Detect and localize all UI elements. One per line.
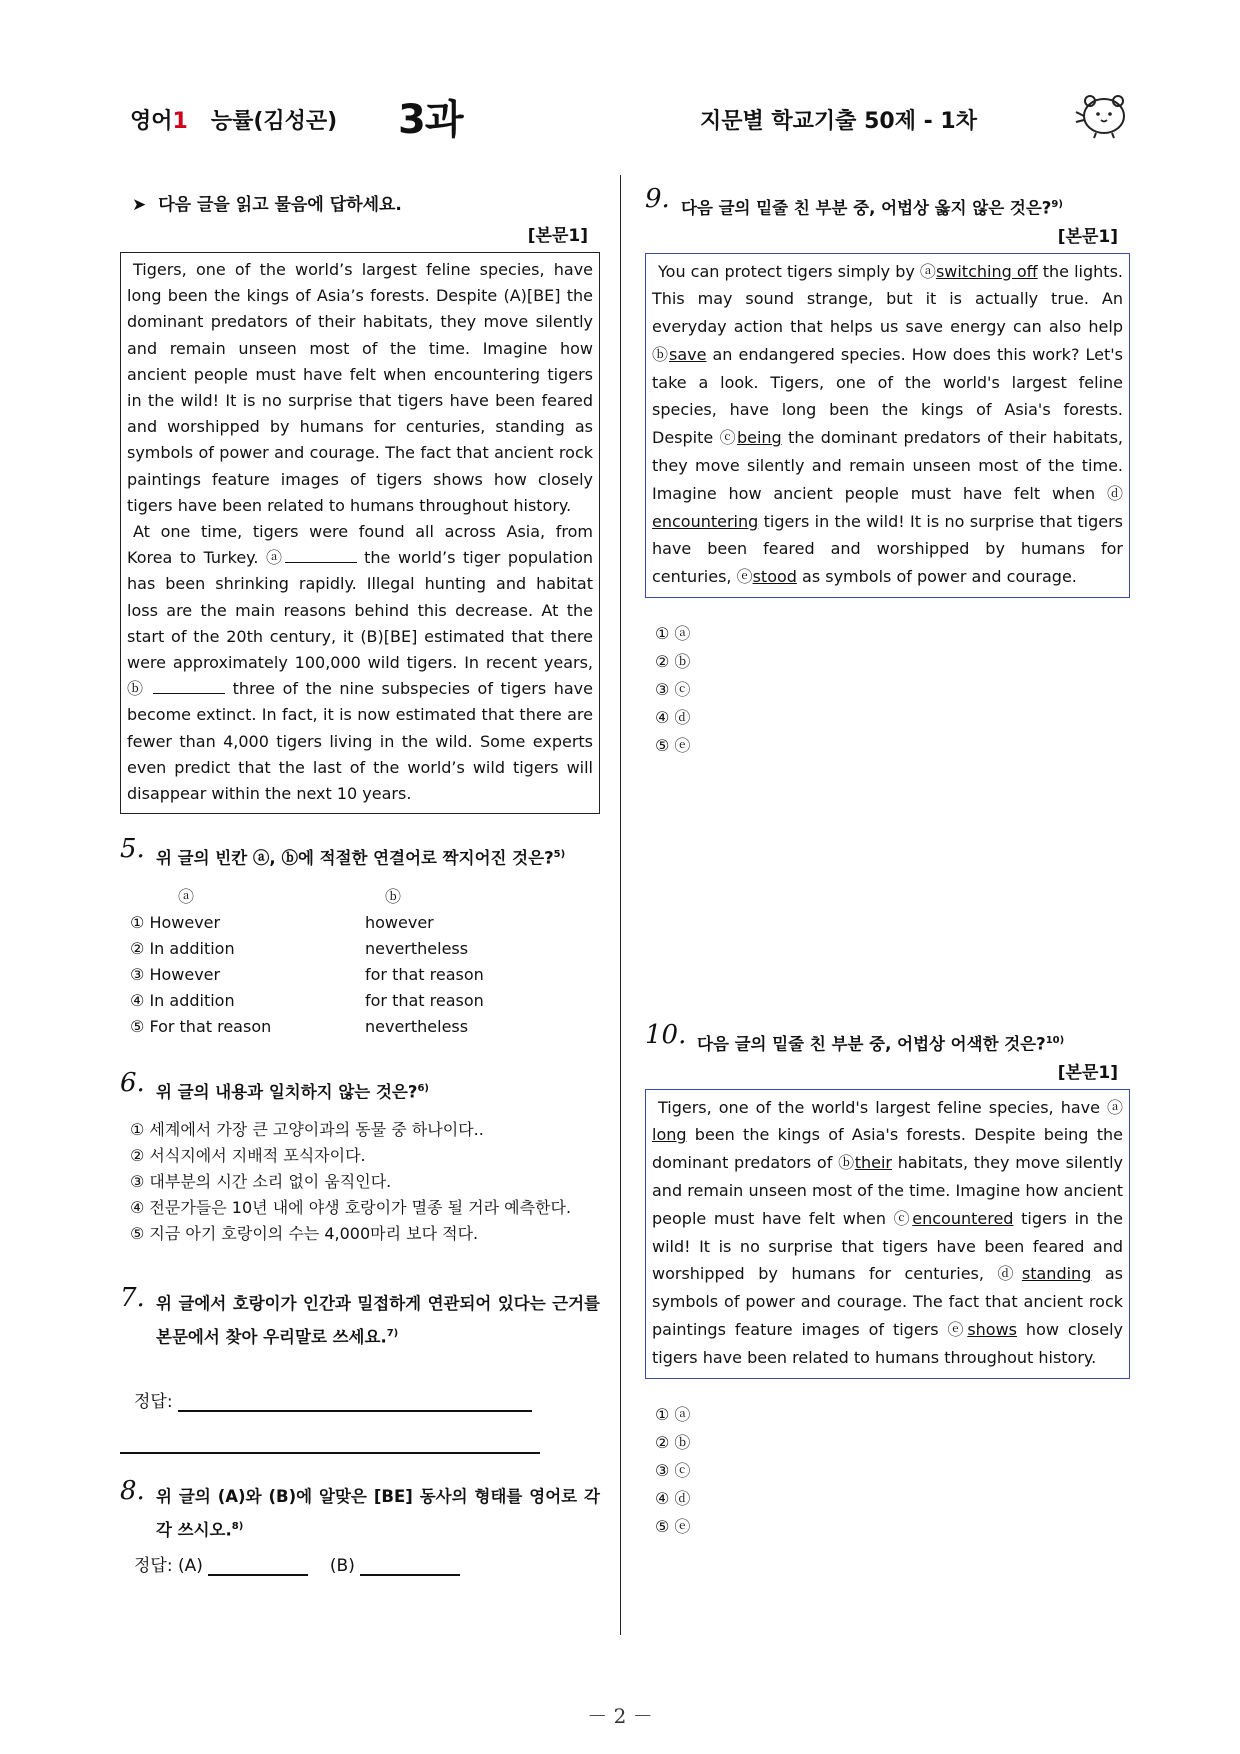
- question-stem: 위 글의 빈칸 ⓐ, ⓑ에 적절한 연결어로 짝지어진 것은?$^{5)}$: [156, 848, 566, 868]
- underline-b: save: [668, 344, 707, 364]
- question-number: 9.: [645, 184, 670, 214]
- q10-choices: [655, 1401, 1130, 1541]
- question-6: [120, 1067, 600, 1108]
- passage-paragraph-2: At one time, tigers were found all across Asia, from Korea to Turkey. ⓐ the world’s tiger population has been shrinking rapidly. Illegal hunting and habitat loss are the main reasons behind this decrease. At the start of the 20th century, it (B)[BE] estimated that there were approximately 100,000 wild tigers. In recent years, ⓑ three of the nine subspecies of tigers have become extinct. In fact, it is now estimated that there are fewer than 4,000 tigers living in the wild. Some experts even predict that the last of the world’s wild tigers will disappear within the next 10 years.: [127, 522, 594, 804]
- choice-5[interactable]: ⑤ ⓔ: [655, 736, 691, 756]
- passage-tag: [본문1]: [1057, 226, 1118, 247]
- underline-c: encountered: [912, 1208, 1014, 1228]
- publisher-label: 능률(김성곤): [210, 109, 338, 134]
- q8-answer-a[interactable]: [208, 1558, 308, 1576]
- choice-5[interactable]: ⑤ ⓔ: [655, 1516, 691, 1536]
- underline-e: shows: [967, 1319, 1018, 1339]
- q7-answer-row: 정답:: [134, 1387, 600, 1412]
- blank-b: [153, 678, 225, 694]
- lesson-label: 3과: [398, 97, 463, 143]
- underline-d: standing: [1021, 1264, 1092, 1284]
- question-stem: 위 글의 내용과 일치하지 않는 것은?$^{6)}$: [156, 1082, 429, 1102]
- underline-c: being: [736, 428, 782, 448]
- choice-1[interactable]: ① ⓐ: [655, 1404, 691, 1424]
- instruction: ➤ 다음 글을 읽고 물음에 답하세요.: [132, 195, 402, 215]
- question-5: [120, 834, 600, 874]
- reading-passage: [120, 252, 600, 814]
- question-7: [120, 1283, 600, 1353]
- q6-choices: [130, 1117, 600, 1247]
- q5-choices: [130, 884, 600, 1040]
- question-number: 7.: [120, 1283, 145, 1314]
- choice-3[interactable]: ③ 대부분의 시간 소리 없이 움직인다.: [130, 1172, 392, 1192]
- page-number: － 2 －: [587, 1704, 653, 1728]
- q7-answer-field-2[interactable]: [120, 1452, 540, 1454]
- choice-2[interactable]: ② ⓑ: [655, 652, 691, 672]
- left-column: [120, 190, 600, 1576]
- underline-b: their: [854, 1153, 892, 1173]
- underline-a: switching off: [935, 261, 1038, 281]
- choice-header: ⓐ ⓑ: [178, 886, 402, 906]
- bear-mascot-icon: [1072, 90, 1130, 140]
- choice-3[interactable]: ③ However for that reason: [130, 964, 484, 984]
- right-column: [645, 184, 1130, 1541]
- choice-2[interactable]: ② In addition nevertheless: [130, 938, 469, 958]
- choice-1[interactable]: ① However however: [130, 912, 434, 932]
- underline-a: long: [652, 1125, 687, 1145]
- question-8: [120, 1475, 600, 1546]
- choice-3[interactable]: ③ ⓒ: [655, 1460, 691, 1480]
- choice-4[interactable]: ④ ⓓ: [655, 1488, 691, 1508]
- choice-5[interactable]: ⑤ For that reason nevertheless: [130, 1016, 469, 1036]
- question-stem: 위 글에서 호랑이가 인간과 밀접하게 연관되어 있다는 근거를 본문에서 찾아 우리말로 쓰세요.$^{7)}$: [156, 1294, 600, 1347]
- worksheet-title: 지문별 학교기출 50제 - 1차: [700, 109, 977, 134]
- question-stem: 다음 글의 밑줄 친 부분 중, 어법상 옳지 않은 것은?$^{9)}$: [681, 198, 1063, 218]
- passage-tag: [본문1]: [1057, 1062, 1118, 1083]
- choice-1[interactable]: ① 세계에서 가장 큰 고양이과의 동물 중 하나이다..: [130, 1120, 484, 1140]
- q7-answer-field[interactable]: [178, 1394, 532, 1412]
- question-number: 10.: [645, 1020, 687, 1051]
- subject-label: 영어1 능률(김성곤): [130, 109, 338, 134]
- choice-1[interactable]: ① ⓐ: [655, 624, 691, 644]
- q8-answer-row: 정답: (A) (B): [134, 1551, 600, 1576]
- question-stem: 다음 글의 밑줄 친 부분 중, 어법상 어색한 것은?$^{10)}$: [697, 1034, 1065, 1054]
- q9-choices: [655, 620, 1130, 760]
- passage-paragraph-1: Tigers, one of the world’s largest feline species, have long been the kings of Asia’s forests. Despite (A)[BE] the dominant predators of their habitats, they move silently and remain unseen most of the time. Imagine how ancient people must have felt when encountering tigers in the wild! It is no surprise that tigers have been feared and worshipped by humans for centuries, standing as symbols of power and courage. The fact that ancient rock paintings feature images of tigers shows how closely tigers have been related to humans throughout history.: [127, 260, 593, 515]
- question-number: 6.: [120, 1067, 145, 1098]
- passage-tag: [본문1]: [527, 226, 588, 246]
- q8-answer-b[interactable]: [360, 1558, 460, 1576]
- choice-4[interactable]: ④ 전문가들은 10년 내에 야생 호랑이가 멸종 될 거라 예측한다.: [130, 1198, 572, 1218]
- arrow-icon: ➤: [132, 195, 147, 215]
- choice-5[interactable]: ⑤ 지금 아기 호랑이의 수는 4,000마리 보다 적다.: [130, 1224, 479, 1244]
- question-stem: 위 글의 (A)와 (B)에 알맞은 [BE] 동사의 형태를 영어로 각각 쓰시오.$^{8)}$: [156, 1486, 600, 1540]
- q10-passage: Tigers, one of the world's largest feline species, have ⓐ long been the kings of Asia's forests. Despite being the dominant predators of ⓑtheir habitats, they move silently and remain unseen most of the time. Imagine how ancient people must have felt when ⓒencountered tigers in the wild! It is no surprise that tigers have been feared and worshipped by humans for centuries, ⓓstanding as symbols of power and courage. The fact that ancient rock paintings feature images of tigers ⓔshows how closely tigers have been related to humans throughout history.: [645, 1089, 1130, 1379]
- choice-4[interactable]: ④ In addition for that reason: [130, 990, 484, 1010]
- choice-2[interactable]: ② ⓑ: [655, 1432, 691, 1452]
- choice-4[interactable]: ④ ⓓ: [655, 708, 691, 728]
- choice-3[interactable]: ③ ⓒ: [655, 680, 691, 700]
- question-10: [645, 1020, 1130, 1060]
- underline-d: encountering: [652, 511, 759, 531]
- blank-a: [285, 547, 357, 563]
- q9-passage: You can protect tigers simply by ⓐswitching off the lights. This may sound strange, but it is actually true. An everyday action that helps us save energy can also help ⓑsave an endangered species. How does this work? Let's take a look. Tigers, one of the world's largest feline species, have long been the kings of Asia's forests. Despite ⓒbeing the dominant predators of their habitats, they move silently and remain unseen most of the time. Imagine how ancient people must have felt when ⓓ encountering tigers in the wild! It is no surprise that tigers have been feared and worshipped by humans for centuries, ⓔstood as symbols of power and courage.: [645, 253, 1130, 599]
- choice-2[interactable]: ② 서식지에서 지배적 포식자이다.: [130, 1146, 366, 1166]
- underline-e: stood: [752, 567, 797, 587]
- column-divider: [620, 175, 621, 1635]
- question-number: 8.: [120, 1475, 145, 1506]
- page-header: [0, 82, 1240, 142]
- question-number: 5.: [120, 834, 145, 865]
- question-9: [645, 184, 1130, 224]
